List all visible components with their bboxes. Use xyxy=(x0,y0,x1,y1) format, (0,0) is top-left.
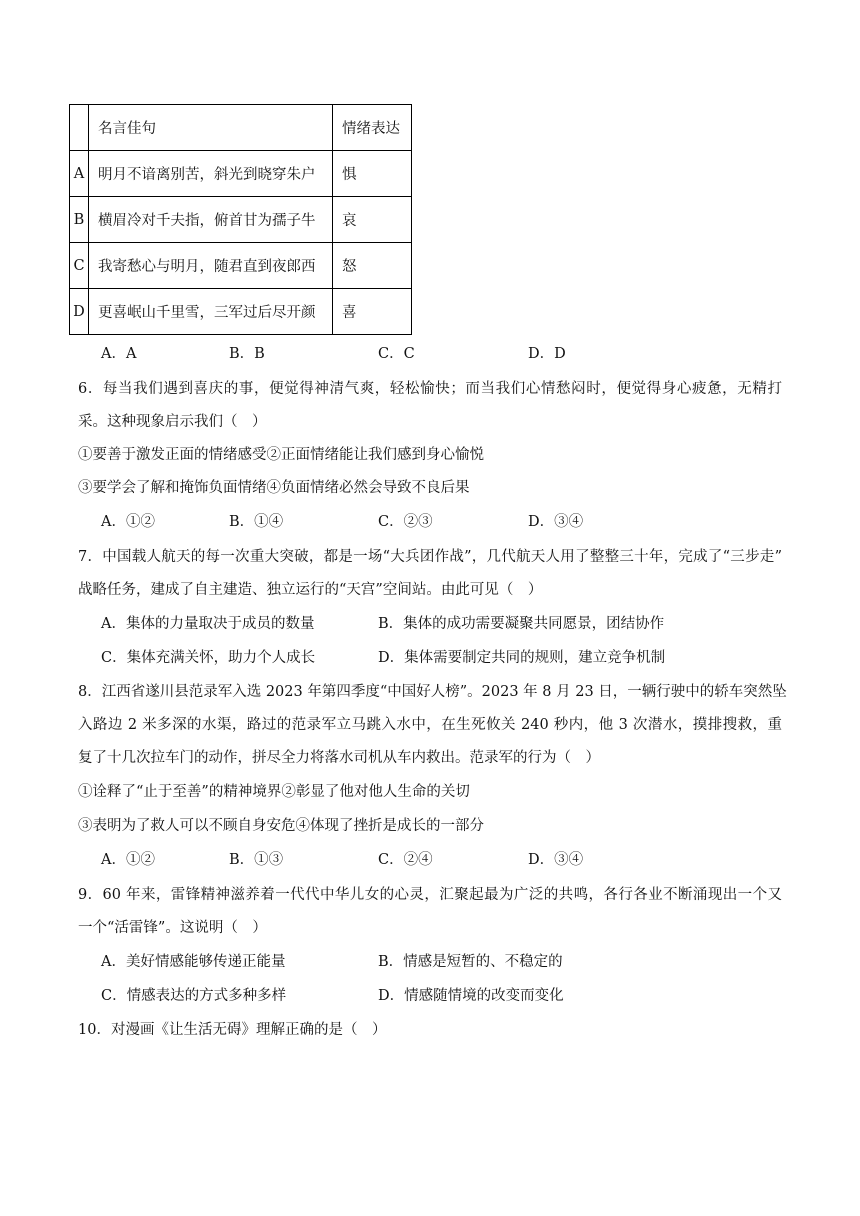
q8-stem-line: 复了十几次拉车门的动作，拼尽全力将落水司机从车内救出。范录军的行为（ ） xyxy=(78,750,600,766)
row-emotion: 哀 xyxy=(333,197,412,243)
row-letter: D xyxy=(70,289,89,335)
q7-stem-line: 战略任务，建成了自主建造、独立运行的“天宫”空间站。由此可见（ ） xyxy=(78,582,543,598)
q6-option-a[interactable]: A．①② xyxy=(101,514,155,530)
row-emotion: 惧 xyxy=(333,151,412,197)
q6-stem-line: 6．每当我们遇到喜庆的事，便觉得神清气爽，轻松愉快；而当我们心情愁闷时，便觉得身心疲惫，无精打 xyxy=(78,381,782,397)
quote-emotion-table xyxy=(69,104,412,335)
table-row xyxy=(70,151,412,197)
row-quote: 横眉冷对千夫指，俯首甘为孺子牛 xyxy=(89,197,333,243)
table-header-cell xyxy=(70,105,89,151)
row-emotion: 喜 xyxy=(333,289,412,335)
q8-option-d[interactable]: D．③④ xyxy=(528,852,584,868)
q9-option-c[interactable]: C．情感表达的方式多种多样 xyxy=(101,988,287,1004)
q6-statements: ③要学会了解和掩饰负面情绪④负面情绪必然会导致不良后果 xyxy=(78,480,470,496)
q8-stem-line: 入路边 2 米多深的水渠，路过的范录军立马跳入水中，在生死攸关 240 秒内，他 3 次潜水，摸排搜救，重 xyxy=(78,717,782,733)
q7-option-c[interactable]: C．集体充满关怀，助力个人成长 xyxy=(101,650,316,666)
table-row xyxy=(70,243,412,289)
row-letter: B xyxy=(70,197,89,243)
table-row xyxy=(70,197,412,243)
q6-option-c[interactable]: C．②③ xyxy=(378,514,433,530)
q8-stem-line: 8．江西省遂川县范录军入选 2023 年第四季度“中国好人榜”。2023 年 8 月 23 日，一辆行驶中的轿车突然坠 xyxy=(78,684,787,700)
q8-option-a[interactable]: A．①② xyxy=(101,852,155,868)
q8-statements: ①诠释了“止于至善”的精神境界②彰显了他对他人生命的关切 xyxy=(78,784,470,800)
q5-option-d[interactable]: D．D xyxy=(528,346,566,362)
q6-option-d[interactable]: D．③④ xyxy=(528,514,584,530)
q10-stem: 10．对漫画《让生活无碍》理解正确的是（ ） xyxy=(78,1022,387,1038)
q8-option-c[interactable]: C．②④ xyxy=(378,852,433,868)
q7-stem-line: 7．中国载人航天的每一次重大突破，都是一场“大兵团作战”，几代航天人用了整整三十年，完成了“三步走” xyxy=(78,549,782,565)
table-header-cell: 情绪表达 xyxy=(333,105,412,151)
q9-stem-line: 一个“活雷锋”。这说明（ ） xyxy=(78,920,267,936)
q8-statements: ③表明为了救人可以不顾自身安危④体现了挫折是成长的一部分 xyxy=(78,818,484,834)
q7-option-a[interactable]: A．集体的力量取决于成员的数量 xyxy=(101,616,315,632)
q5-option-a[interactable]: A．A xyxy=(101,346,137,362)
row-quote: 明月不谙离别苦，斜光到晓穿朱户 xyxy=(89,151,333,197)
q6-stem-line: 采。这种现象启示我们（ ） xyxy=(78,414,267,430)
row-letter: A xyxy=(70,151,89,197)
q5-option-b[interactable]: B．B xyxy=(229,346,265,362)
table-header-row xyxy=(70,105,412,151)
row-emotion: 怒 xyxy=(333,243,412,289)
q7-option-b[interactable]: B．集体的成功需要凝聚共同愿景，团结协作 xyxy=(378,616,665,632)
row-letter: C xyxy=(70,243,89,289)
q6-statements: ①要善于激发正面的情绪感受②正面情绪能让我们感到身心愉悦 xyxy=(78,447,484,463)
q9-stem-line: 9．60 年来，雷锋精神滋养着一代代中华儿女的心灵，汇聚起最为广泛的共鸣，各行各业不断涌现出一个又 xyxy=(78,887,782,903)
row-quote: 我寄愁心与明月，随君直到夜郎西 xyxy=(89,243,333,289)
q6-option-b[interactable]: B．①④ xyxy=(229,514,284,530)
q9-option-b[interactable]: B．情感是短暂的、不稳定的 xyxy=(378,954,563,970)
table-row xyxy=(70,289,412,335)
row-quote: 更喜岷山千里雪，三军过后尽开颜 xyxy=(89,289,333,335)
q9-option-a[interactable]: A．美好情感能够传递正能量 xyxy=(101,954,286,970)
q7-option-d[interactable]: D．集体需要制定共同的规则，建立竞争机制 xyxy=(378,650,666,666)
q8-option-b[interactable]: B．①③ xyxy=(229,852,284,868)
q5-option-c[interactable]: C．C xyxy=(378,346,415,362)
q9-option-d[interactable]: D．情感随情境的改变而变化 xyxy=(378,988,564,1004)
table-header-cell: 名言佳句 xyxy=(89,105,333,151)
